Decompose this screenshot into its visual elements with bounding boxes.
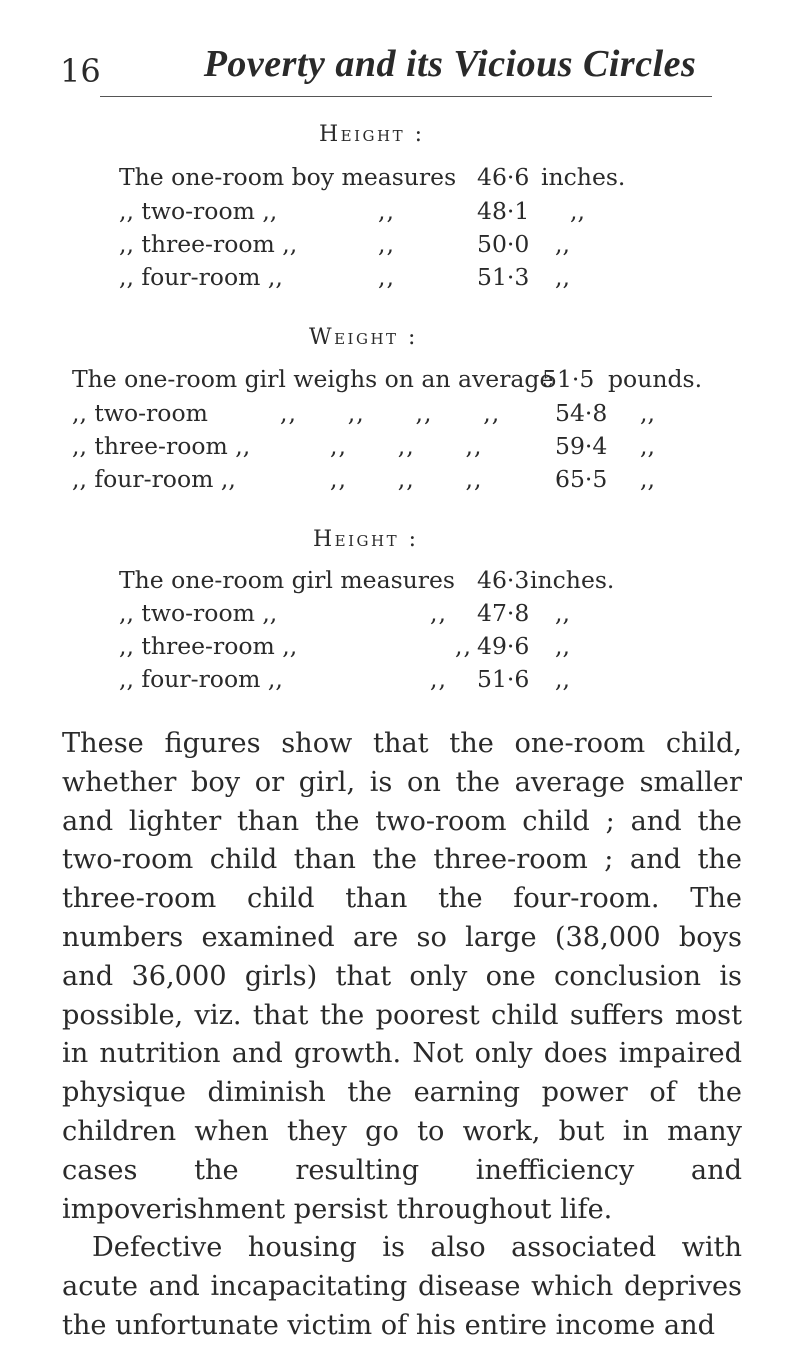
row-value: 46·6 [477, 163, 530, 191]
row-label: The one-room girl weighs on an average [72, 365, 554, 393]
row-label: ,, four-room ,, [119, 665, 283, 693]
row-ditto: ,, [378, 263, 395, 291]
table-heading: Height : [313, 527, 419, 552]
row-value: 51·5 [542, 365, 595, 393]
row-unit: inches. [541, 163, 626, 191]
paragraph: Defective housing is also associated with acute and incapacitating disease which deprives the unfortunate victim of his entire income and [62, 1232, 742, 1341]
row-ditto: ,, [430, 599, 447, 627]
row-value: 54·8 [555, 399, 608, 427]
row-unit: ,, [555, 230, 570, 258]
row-label: ,, two-room ,, [119, 599, 278, 627]
row-label: ,, four-room ,, [72, 465, 236, 493]
row-label: ,, three-room ,, [119, 230, 298, 258]
row-label: ,, three-room ,, [72, 432, 251, 460]
paragraph: These figures show that the one-room child, whether boy or girl, is on the average smaller and lighter than the two-room child ; and the two-room child than the three-room ; and the three-room child than the four-room. The numbers examined are so large (38,000 boys and 36,000 girls) that only one conclusion is possible, viz. that the poorest child suffers most in nutrition and growth. Not only does impaired physique diminish the earning power of the children when they go to work, but in many cases the resulting inefficiency and impoverishment persist throughout life. [62, 728, 742, 1225]
row-ditto: ,, ,, ,, [330, 432, 483, 460]
row-label: The one-room boy measures [119, 163, 457, 191]
row-ditto: ,, [378, 197, 395, 225]
body-text [62, 725, 742, 1346]
row-label: ,, three-room ,, [119, 632, 298, 660]
row-ditto: ,, [455, 632, 472, 660]
row-label: ,, two-room [72, 399, 208, 427]
row-value: 51·3 [477, 263, 530, 291]
row-ditto: ,, [378, 230, 395, 258]
row-unit: ,, [640, 465, 655, 493]
table-heading: Height : [319, 122, 425, 147]
row-label: ,, four-room ,, [119, 263, 283, 291]
row-value: 50·0 [477, 230, 530, 258]
row-unit: ,, [555, 263, 570, 291]
header-rule [100, 96, 712, 97]
row-value: 47·8 [477, 599, 530, 627]
row-unit: inches. [530, 566, 615, 594]
row-unit: ,, [555, 665, 570, 693]
page-number: 16 [60, 52, 101, 90]
row-unit: ,, [570, 197, 585, 225]
row-label: ,, two-room ,, [119, 197, 278, 225]
row-ditto: ,, ,, ,, ,, [280, 399, 501, 427]
table-heading: Weight : [309, 325, 418, 350]
row-ditto: ,, ,, ,, [330, 465, 483, 493]
row-value: 46·3 [477, 566, 530, 594]
row-unit: ,, [640, 399, 655, 427]
row-unit: ,, [640, 432, 655, 460]
row-unit: ,, [555, 632, 570, 660]
row-value: 49·6 [477, 632, 530, 660]
row-unit: pounds. [608, 365, 703, 393]
page-header [0, 0, 800, 100]
row-ditto: ,, [430, 665, 447, 693]
running-title: Poverty and its Vicious Circles [203, 43, 697, 85]
row-value: 59·4 [555, 432, 608, 460]
row-value: 65·5 [555, 465, 608, 493]
row-label: The one-room girl measures [119, 566, 455, 594]
row-value: 51·6 [477, 665, 530, 693]
row-value: 48·1 [477, 197, 530, 225]
row-unit: ,, [555, 599, 570, 627]
